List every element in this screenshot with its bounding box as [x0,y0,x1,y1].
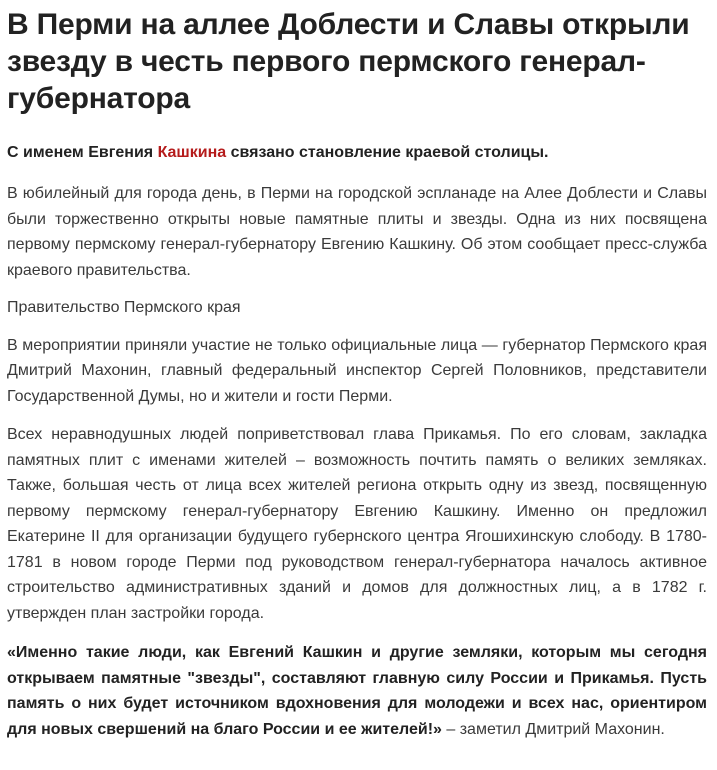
article [0,6,717,770]
paragraph-source: Правительство Пермского края [7,299,241,316]
article-lead [7,141,707,165]
lead-link-kashkin[interactable]: Кашкина [157,144,227,161]
lead-text-before: С именем Евгения [7,144,158,161]
paragraph-history: Всех неравнодушных людей поприветствовал глава Прикамья. По его словам, закладка памятных плит с именами жителей – возможность почтить память о великих земляках. Также, большая честь от лица всех жителей региона открыть одну из звезд, посвященную первому пермскому генерал-губернатору Евгению Кашкину. Именно он предложил Екатерине II для организации будущего губернского центра Ягошихинскую слободу. В 1780-1781 в новом городе Перми под руководством генерал-губернатора началось активное строительство административных зданий и домов для должностных лиц, а в 1782 г. утвержден план застройки города. [7,426,707,622]
quote-bold-text: «Именно такие люди, как Евгений Кашкин и другие земляки, которым мы сегодня открываем памятные "звезды", составляют главную силу России и Прикамья. Пусть память о них будет источником вдохновения для молодежи и всех нас, ориентиром для новых свершений на благо России и ее жителей!» [7,644,707,738]
paragraph-intro: В юбилейный для города день, в Перми на городской эспланаде на Алее Доблести и Славы были торжественно открыты новые памятные плиты и звезды. Одна из них посвящена первому пермскому генерал-губернатору Евгению Кашкину. Об этом сообщает пресс-служба краевого правительства. [7,185,707,279]
paragraph-participants: В мероприятии приняли участие не только официальные лица — губернатор Пермского края Дмитрий Махонин, главный федеральный инспектор Сергей Половников, представители Государственной Думы, но и жители и гости Перми. [7,336,707,405]
paragraph-quote [7,640,707,742]
lead-text-after: связано становление краевой столицы. [226,144,549,161]
article-title: В Перми на аллее Доблести и Славы открыли звезду в честь первого пермского генерал-губернатора [7,8,690,115]
quote-attribution: – заметил Дмитрий Махонин. [441,720,665,738]
